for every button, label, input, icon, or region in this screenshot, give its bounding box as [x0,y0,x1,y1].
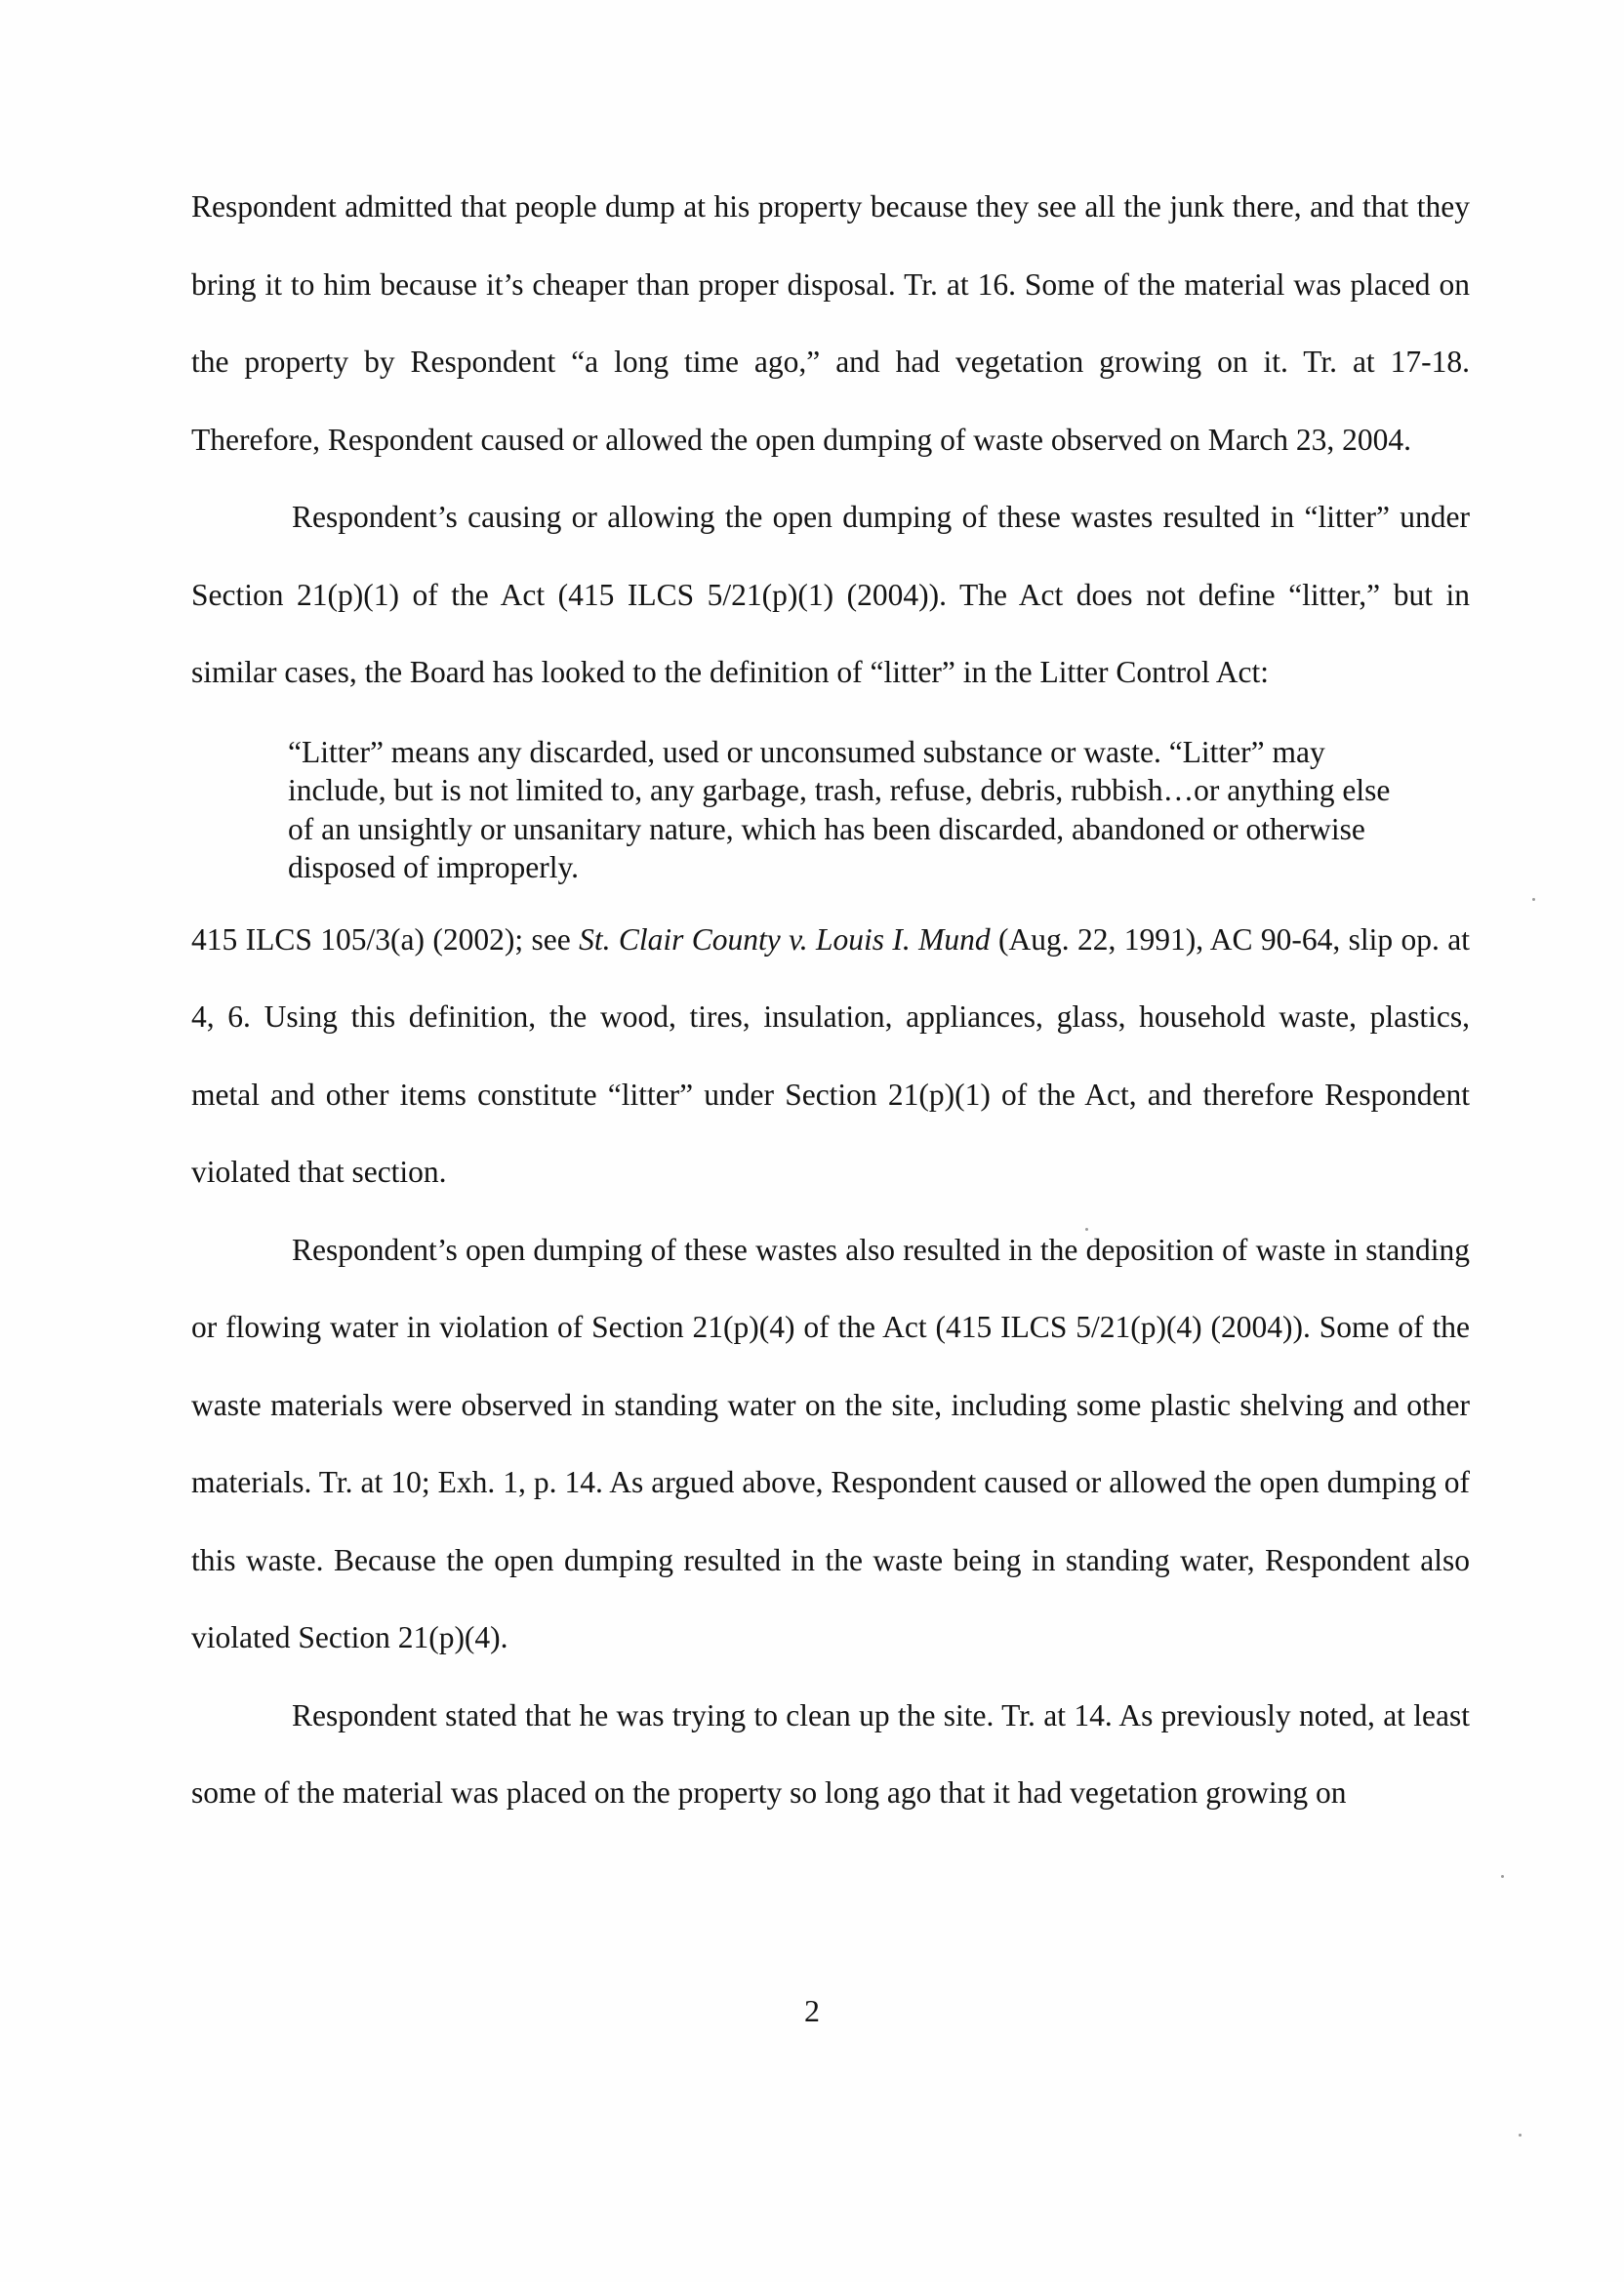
page-number: 2 [804,1993,820,2028]
paragraph-standing-water: Respondent’s open dumping of these wastes also resulted in the deposition of waste in standing or flowing water in violation of Section 21(p)(4) of the Act (415 ILCS 5/21(p)(4) (2004)). Some of the waste materials were observed in standing water on the site, including some plastic shelving and other materials. Tr. at 10; Exh. 1, p. 14. As argued above, Respondent caused or allowed the open dumping of this waste. Because the open dumping resulted in the waste being in standing water, Respondent also violated Section 21(p)(4). [191,1232,1470,1654]
paragraph-litter-section: Respondent’s causing or allowing the open dumping of these wastes resulted in “litter” under Section 21(p)(1) of the Act (415 ILCS 5/21(p)(1) (2004)). The Act does not define “litter,” but in similar cases, the Board has looked to the definition of “litter” in the Litter Control Act: [191,500,1470,689]
document-body [191,168,1470,1832]
paragraph-citation [191,901,1470,1211]
scan-speck [1501,1875,1504,1878]
scan-speck [1085,1228,1088,1231]
paragraph-open-dumping-admission: Respondent admitted that people dump at his property because they see all the junk there, and that they bring it to him because it’s cheaper than proper disposal. Tr. at 16. Some of the material was placed on the property by Respondent “a long time ago,” and had vegetation growing on it. Tr. at 17-18. Therefore, Respondent caused or allowed the open dumping of waste observed on March 23, 2004. [191,189,1470,457]
litter-definition-quote: “Litter” means any discarded, used or unconsumed substance or waste. “Litter” may include, but is not limited to, any garbage, trash, refuse, debris, rubbish…or anything else of an unsightly or unsanitary nature, which has been discarded, abandoned or otherwise disposed of improperly. [288,734,1391,884]
scan-speck [1519,2134,1522,2137]
citation-case-name: St. Clair County v. Louis I. Mund [579,921,991,957]
citation-continuation: (Aug. 22, 1991), AC 90-64, slip op. at 4, 6. Using this definition, the wood, tires, insulation, appliances, glass, household waste, plastics, metal and other items constitute “litter” under Section 21(p)(1) of the Act, and therefore Respondent violated that section. [191,921,1470,1189]
scan-speck [1532,898,1535,901]
paragraph-cleanup: Respondent stated that he was trying to clean up the site. Tr. at 14. As previously noted, at least some of the material was placed on the property so long ago that it had vegetation growing on [191,1697,1470,1810]
citation-statute: 415 ILCS 105/3(a) (2002); see [191,921,580,957]
